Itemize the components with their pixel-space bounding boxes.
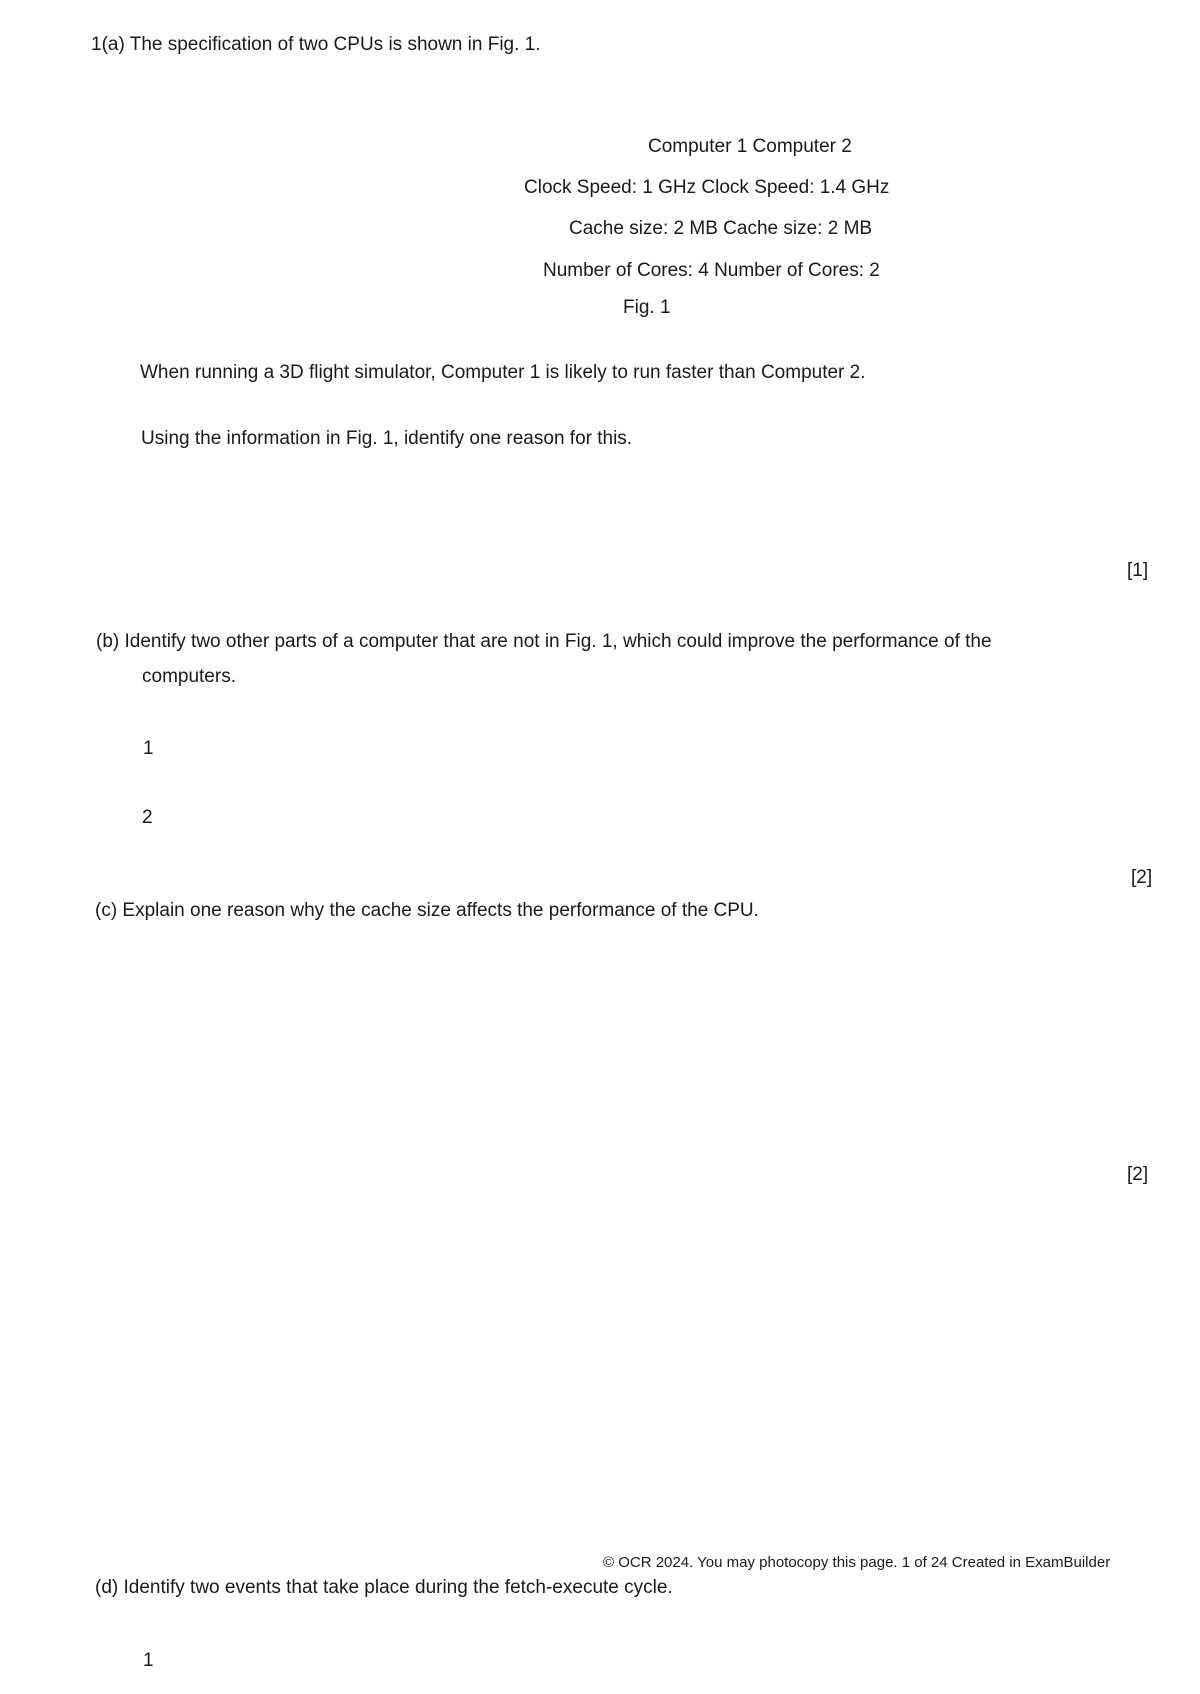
answer-label-1: 1 xyxy=(143,1650,154,1671)
fig-row-cores: Number of Cores: 4 Number of Cores: 2 xyxy=(543,260,880,281)
question-1c-marks: [2] xyxy=(1127,1164,1149,1185)
question-1a-prompt: Using the information in Fig. 1, identify one reason for this. xyxy=(141,428,633,449)
fig-row-headers: Computer 1 Computer 2 xyxy=(648,136,852,157)
fig-caption: Fig. 1 xyxy=(623,297,671,318)
page-footer: © OCR 2024. You may photocopy this page. 1 of 24 Created in ExamBuilder xyxy=(603,1554,1111,1571)
question-1a-statement: When running a 3D flight simulator, Computer 1 is likely to run faster than Computer 2. xyxy=(140,362,866,383)
fig-row-clock-speed: Clock Speed: 1 GHz Clock Speed: 1.4 GHz xyxy=(524,177,890,198)
fig-row-cache-size: Cache size: 2 MB Cache size: 2 MB xyxy=(569,218,873,239)
question-1a-marks: [1] xyxy=(1127,560,1149,581)
question-1b-text: (b) Identify two other parts of a computer that are not in Fig. 1, which could improve the performance of the xyxy=(96,631,992,652)
question-1c-text: (c) Explain one reason why the cache size affects the performance of the CPU. xyxy=(95,900,759,921)
answer-label-1: 1 xyxy=(143,738,154,759)
answer-label-2: 2 xyxy=(142,807,153,828)
question-1b-marks: [2] xyxy=(1131,867,1153,888)
question-1b-text-continued: computers. xyxy=(142,666,236,687)
question-1d-text: (d) Identify two events that take place during the fetch-execute cycle. xyxy=(95,1577,673,1598)
question-1a-intro: 1(a) The specification of two CPUs is shown in Fig. 1. xyxy=(91,34,541,55)
